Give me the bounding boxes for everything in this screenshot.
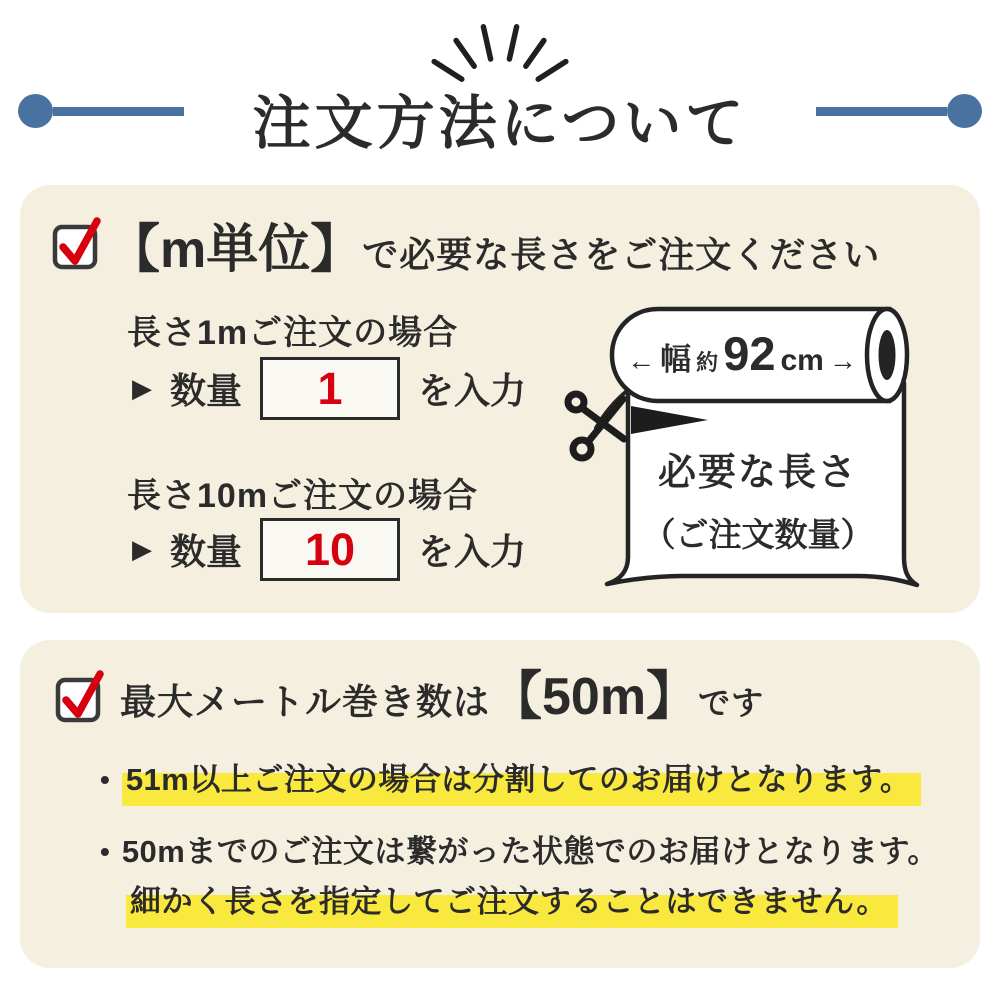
heading-unit-rest: で必要な長さをご注文ください bbox=[362, 234, 881, 275]
section-max-roll-length bbox=[20, 640, 980, 968]
bullet-continuous-line1: 50mまでのご注文は繋がった状態でのお届けとなります。 bbox=[121, 834, 939, 869]
bullet-continuous-line2: 細かく長さを指定してご注文することはできません。 bbox=[126, 882, 898, 928]
page-title: 注文方法について bbox=[252, 91, 748, 156]
needed-length-label: 必要な長さ bbox=[657, 452, 858, 494]
quantity-word: 数量 bbox=[170, 531, 243, 572]
width-unit: cm bbox=[780, 344, 824, 377]
heading-max-bracket: 【50m】 bbox=[490, 668, 699, 726]
heading-max-post: です bbox=[698, 685, 765, 721]
case-1m-row bbox=[132, 357, 526, 420]
bullet-icon: • bbox=[100, 764, 110, 795]
quantity-input-example-10 bbox=[260, 518, 400, 581]
order-quantity-label: （ご注文数量） bbox=[642, 516, 874, 553]
quantity-word: 数量 bbox=[170, 370, 243, 411]
quantity-value: 1 bbox=[317, 362, 343, 414]
section-order-by-meter bbox=[20, 185, 980, 613]
rule-dot-icon bbox=[947, 94, 982, 128]
bullet-continuous-delivery bbox=[100, 832, 939, 872]
heading-max-pre: 最大メートル巻き数は bbox=[120, 681, 491, 722]
heading-unit-bracket: 【m単位】 bbox=[108, 221, 363, 279]
roll-core bbox=[879, 330, 896, 380]
enter-suffix: を入力 bbox=[418, 370, 527, 411]
case-10m-row bbox=[132, 518, 526, 581]
section-heading bbox=[120, 654, 764, 729]
enter-suffix: を入力 bbox=[418, 531, 527, 572]
triangle-right-icon: ▶ bbox=[132, 534, 152, 564]
sparkle-burst-icon bbox=[418, 10, 582, 82]
case-1m-label: 長さ1mご注文の場合 bbox=[127, 314, 459, 352]
bullet-continuous-line2-row bbox=[126, 882, 898, 928]
roll-width-label bbox=[616, 311, 868, 399]
bullet-split-delivery bbox=[100, 760, 921, 806]
title-rule-right bbox=[816, 93, 982, 129]
bullet-icon: • bbox=[100, 836, 110, 867]
roll-illustration bbox=[560, 293, 980, 593]
bullet-split-delivery-text: 51m以上ご注文の場合は分割してのお届けとなります。 bbox=[122, 760, 922, 806]
approx-word: 約 bbox=[696, 350, 719, 375]
width-value: 92 bbox=[723, 327, 776, 380]
checkbox-checked-icon bbox=[50, 213, 102, 271]
quantity-input-example-1 bbox=[260, 357, 400, 420]
checkbox-checked-icon bbox=[53, 666, 105, 724]
section-heading bbox=[108, 207, 880, 282]
case-10m-label: 長さ10mご注文の場合 bbox=[127, 477, 479, 515]
rule-line bbox=[816, 107, 947, 116]
triangle-right-icon: ▶ bbox=[132, 373, 152, 403]
sheet-label bbox=[632, 441, 884, 556]
quantity-value: 10 bbox=[304, 523, 356, 575]
arrow-left-icon: ← bbox=[627, 345, 656, 376]
arrow-right-icon: → bbox=[828, 345, 857, 376]
width-word: 幅 bbox=[660, 342, 692, 377]
